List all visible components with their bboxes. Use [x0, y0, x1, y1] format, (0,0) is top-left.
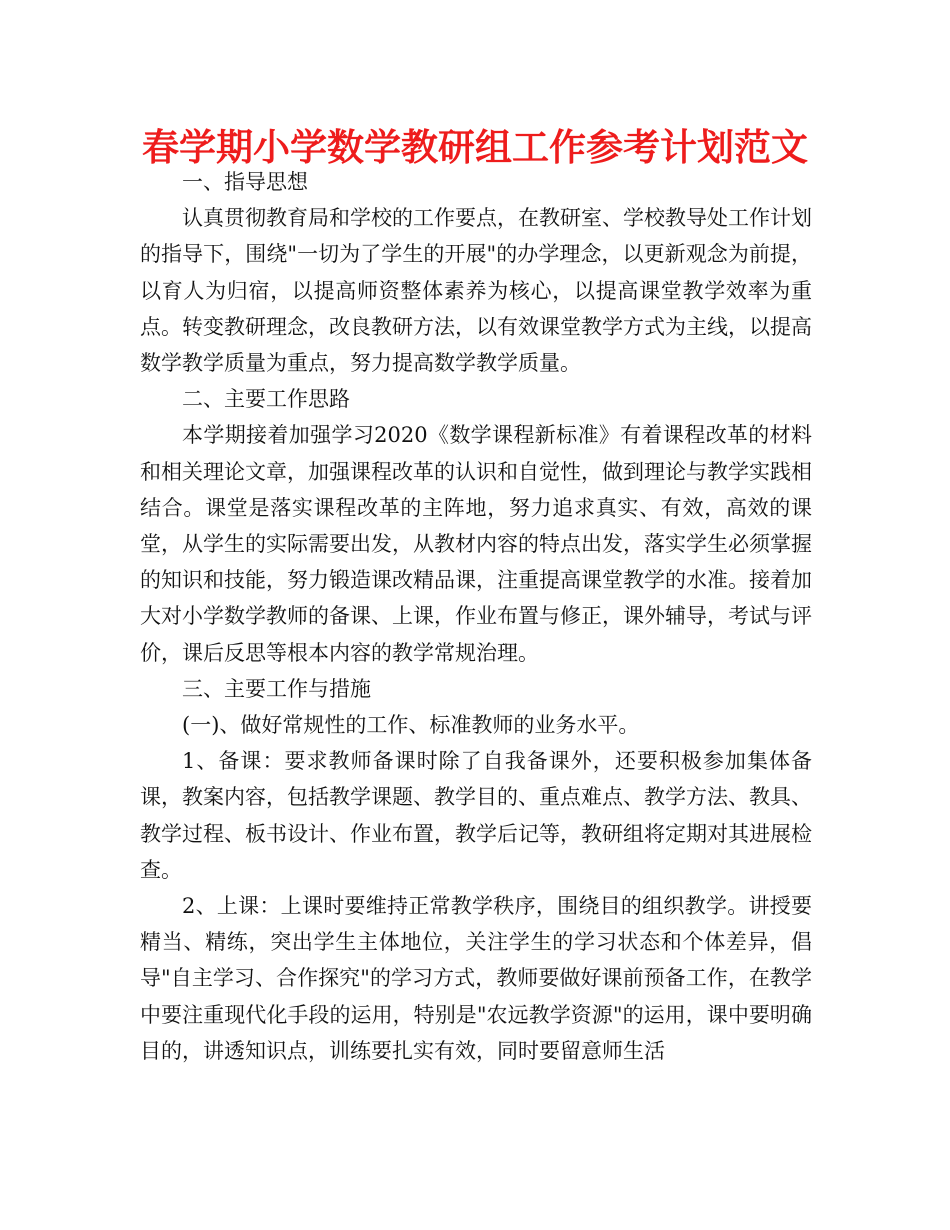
section-heading: 一、指导思想	[182, 170, 308, 194]
body-paragraph: 1、备课：要求教师备课时除了自我备课外，还要积极参加集体备课，教案内容，包括教学课题、教学目的、重点难点、教学方法、教具、教学过程、板书设计、作业布置，教学后记等，教研组将定期对其进展检查。	[140, 749, 812, 882]
section-heading: 三、主要工作与措施	[182, 676, 371, 701]
document-body	[140, 164, 812, 1069]
subsection-heading: (一)、做好常规性的工作、标准教师的业务水平。	[182, 713, 640, 738]
document-title: 春学期小学数学教研组工作参考计划范文	[142, 125, 808, 169]
section-heading: 二、主要工作思路	[182, 387, 350, 412]
body-paragraph: 本学期接着加强学习2020《数学课程新标准》有着课程改革的材料和相关理论文章，加强课程改革的认识和自觉性，做到理论与教学实践相结合。课堂是落实课程改革的主阵地，努力追求真实、有效，高效的课堂，从学生的实际需要出发，从教材内容的特点出发，落实学生必须掌握的知识和技能，努力锻造课改精品课，注重提高课堂教学的水准。接着加大对小学数学教师的备课、上课，作业布置与修正，课外辅导，考试与评价，课后反思等根本内容的教学常规治理。	[140, 423, 812, 665]
body-paragraph: 认真贯彻教育局和学校的工作要点，在教研室、学校教导处工作计划的指导下，围绕"一切为了学生的开展"的办学理念，以更新观念为前提，以育人为归宿，以提高师资整体素养为核心，以提高课堂教学效率为重点。转变教研理念，改良教研方法，以有效课堂教学方式为主线，以提高数学教学质量为重点，努力提高数学教学质量。	[140, 206, 812, 376]
body-paragraph: 2、上课：上课时要维持正常教学秩序，围绕目的组织教学。讲授要精当、精练，突出学生主体地位，关注学生的学习状态和个体差异，倡导"自主学习、合作探究"的学习方式，教师要做好课前预备工作，在教学中要注重现代化手段的运用，特别是"农远教学资源"的运用，课中要明确目的，讲透知识点，训练要扎实有效，同时要留意师生活	[140, 894, 812, 1063]
